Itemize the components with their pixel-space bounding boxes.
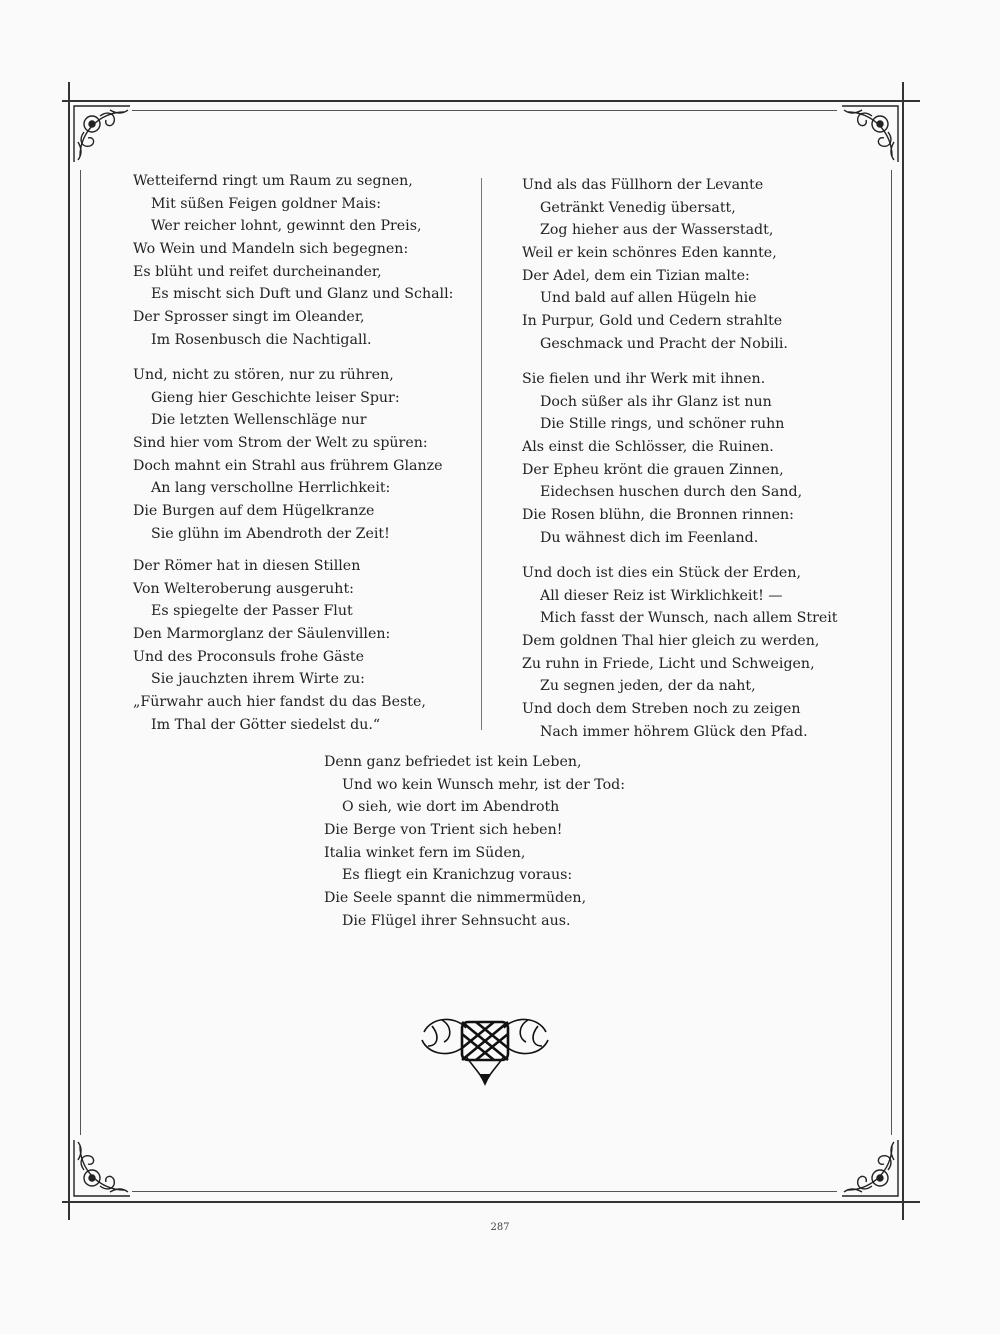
verse-line: O sieh, wie dort im Abendroth [342, 799, 560, 816]
stanza-left-3 [133, 555, 426, 737]
corner-flourish-icon [70, 102, 136, 168]
verse-line: Es blüht und reifet durcheinander, [133, 263, 382, 280]
verse-line: All dieser Reiz ist Wirklichkeit! — [540, 587, 783, 604]
verse-line: Sind hier vom Strom der Welt zu spüren: [133, 435, 428, 452]
corner-flourish-icon [836, 102, 902, 168]
interlace-knot-vignette-icon [418, 1010, 552, 1088]
verse-line: Weil er kein schönres Eden kannte, [522, 245, 777, 262]
verse-line: Du wähnest dich im Feenland. [540, 529, 759, 546]
frame-top-inner-rule [132, 110, 837, 111]
verse-line: Es spiegelte der Passer Flut [151, 603, 353, 620]
verse-line: Sie fielen und ihr Werk mit ihnen. [522, 371, 766, 387]
verse-line: Zu ruhn in Friede, Licht und Schweigen, [522, 655, 815, 672]
verse-line: Der Sprosser singt im Oleander, [133, 309, 365, 326]
verse-line: Als einst die Schlösser, die Ruinen. [522, 439, 774, 456]
verse-line: Der Römer hat in diesen Stillen [133, 558, 361, 574]
verse-line: Und doch ist dies ein Stück der Erden, [522, 565, 801, 581]
stanza-final [324, 751, 625, 933]
frame-bottom-inner-rule [132, 1191, 837, 1192]
verse-line: Doch süßer als ihr Glanz ist nun [540, 393, 772, 410]
verse-line: Und bald auf allen Hügeln hie [540, 290, 757, 307]
verse-line: Zu segnen jeden, der da naht, [540, 678, 756, 695]
verse-line: Wer reicher lohnt, gewinnt den Preis, [151, 218, 422, 235]
verse-line: Im Rosenbusch die Nachtigall. [151, 331, 372, 348]
verse-line: Eidechsen huschen durch den Sand, [540, 484, 803, 501]
verse-line: Zog hieher aus der Wasserstadt, [540, 222, 774, 239]
verse-line: An lang verschollne Herrlichkeit: [151, 480, 391, 497]
verse-line: Gieng hier Geschichte leiser Spur: [151, 389, 400, 406]
verse-line: Und wo kein Wunsch mehr, ist der Tod: [342, 776, 626, 793]
page-number: 287 [490, 1222, 510, 1233]
frame-bottom-rule [62, 1201, 920, 1203]
frame-left-rule [68, 82, 70, 1220]
verse-line: Sie jauchzten ihrem Wirte zu: [151, 671, 365, 688]
verse-line: Die letzten Wellenschläge nur [151, 412, 367, 429]
verse-line: Und, nicht zu stören, nur zu rühren, [133, 367, 394, 383]
verse-line: Der Adel, dem ein Tizian malte: [522, 267, 750, 284]
stanza-right-1 [522, 174, 788, 356]
verse-line: Der Epheu krönt die grauen Zinnen, [522, 461, 784, 478]
verse-line: Es mischt sich Duft und Glanz und Schall: [151, 286, 454, 303]
verse-line: Denn ganz befriedet ist kein Leben, [324, 754, 582, 770]
verse-line: Den Marmorglanz der Säulenvillen: [133, 626, 391, 643]
verse-line: Die Berge von Trient sich heben! [324, 822, 563, 839]
verse-line: Im Thal der Götter siedelst du.“ [151, 716, 381, 733]
verse-line: Die Flügel ihrer Sehnsucht aus. [342, 912, 571, 929]
corner-flourish-icon [70, 1134, 136, 1200]
verse-line: „Fürwahr auch hier fandst du das Beste, [133, 694, 426, 711]
verse-line: Getränkt Venedig übersatt, [540, 199, 736, 216]
verse-line: Nach immer höhrem Glück den Pfad. [540, 723, 808, 740]
frame-right-inner-rule [891, 170, 892, 1135]
verse-line: In Purpur, Gold und Cedern strahlte [522, 313, 783, 330]
verse-line: Wetteifernd ringt um Raum zu segnen, [133, 173, 413, 189]
corner-flourish-icon [836, 1134, 902, 1200]
verse-line: Wo Wein und Mandeln sich begegnen: [133, 241, 409, 258]
stanza-left-1 [133, 170, 453, 352]
frame-left-inner-rule [80, 170, 81, 1135]
verse-line: Doch mahnt ein Strahl aus frührem Glanze [133, 457, 443, 474]
verse-line: Die Stille rings, und schöner ruhn [540, 416, 785, 433]
verse-line: Und doch dem Streben noch zu zeigen [522, 701, 801, 718]
verse-line: Sie glühn im Abendroth der Zeit! [151, 525, 390, 542]
frame-top-rule [62, 100, 920, 102]
verse-line: Von Welteroberung ausgeruht: [133, 580, 354, 597]
verse-line: Italia winket fern im Süden, [324, 844, 526, 861]
verse-line: Mit süßen Feigen goldner Mais: [151, 195, 381, 212]
verse-line: Die Seele spannt die nimmermüden, [324, 890, 587, 907]
verse-line: Es fliegt ein Kranichzug voraus: [342, 867, 573, 884]
verse-line: Und als das Füllhorn der Levante [522, 177, 764, 193]
verse-line: Die Burgen auf dem Hügelkranze [133, 503, 375, 520]
verse-line: Und des Proconsuls frohe Gäste [133, 648, 364, 665]
column-divider [481, 178, 482, 730]
stanza-right-2 [522, 368, 802, 550]
frame-right-rule [902, 82, 904, 1220]
verse-line: Mich fasst der Wunsch, nach allem Streit [540, 610, 838, 627]
verse-line: Die Rosen blühn, die Bronnen rinnen: [522, 507, 794, 524]
verse-line: Dem goldnen Thal hier gleich zu werden, [522, 633, 820, 650]
stanza-right-3 [522, 562, 838, 744]
verse-line: Geschmack und Pracht der Nobili. [540, 335, 788, 352]
stanza-left-2 [133, 364, 443, 546]
